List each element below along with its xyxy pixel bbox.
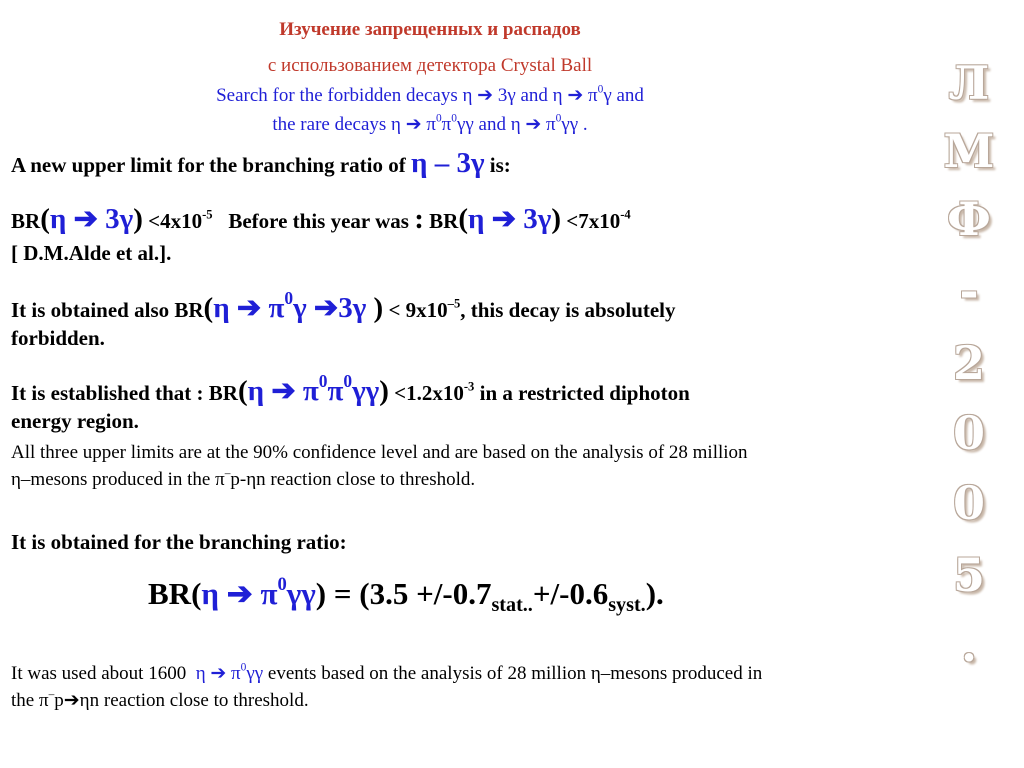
note-line-2: η–mesons produced in the π–p-ηn reaction close to threshold. bbox=[11, 467, 476, 490]
result-line: BR(η ➔ $\pi^0\gamma\gamma) = (3.5 +/-0.7_{stat..}+/-0.6_{syst.})$. bbox=[148, 574, 664, 617]
side-digit-2: 2 bbox=[952, 336, 985, 390]
side-letter-f: Ф bbox=[947, 192, 991, 246]
subtitle-ru: с использованием детектора Crystal Ball bbox=[267, 55, 593, 76]
br-3g-formula: η ➔ 3γ bbox=[49, 203, 134, 235]
side-dot: . bbox=[960, 618, 977, 672]
reference: [ D.M.Alde et al.]. bbox=[11, 241, 172, 265]
br-3g-line: BR(η ➔ $3\gamma) <4x10^{-5}$ Before this year was : BR(η ➔ $3\gamma) <7x10^{-4}$ bbox=[11, 203, 631, 235]
pi0pi0gg-formula: η ➔ $\pi^0\pi^0\gamma\gamma$ bbox=[247, 370, 380, 407]
side-letter-m: М bbox=[943, 124, 995, 178]
events-line-2: the π–p➔ηn reaction close to threshold. bbox=[11, 688, 309, 711]
forbidden-text: forbidden. bbox=[11, 326, 105, 350]
result-formula: η ➔ $\pi^0\gamma\gamma$ bbox=[201, 574, 316, 611]
title-ru: Изучение запрещенных и распадов bbox=[279, 19, 581, 40]
established-line: It is established that : BR(η ➔ $\pi^0\pi^0\gamma\gamma) <1.2x10^{-3}$ in a restricted diphoton bbox=[11, 370, 690, 407]
old-limit: $<7x10^{-4}$ bbox=[566, 207, 631, 233]
side-letter-l: Л bbox=[948, 56, 990, 110]
energy-region-text: energy region. bbox=[11, 409, 139, 433]
before-text: Before this year was bbox=[228, 209, 409, 233]
note-line-1: All three upper limits are at the 90% confidence level and are based on the analysis of 28 million bbox=[11, 442, 748, 463]
upper-limit-intro: A new upper limit for the branching ratio of η – 3γ is: bbox=[11, 147, 511, 179]
br-3g-limit: $<4x10^{-5}$ bbox=[148, 207, 213, 233]
obtained-ratio-text: It is obtained for the branching ratio: bbox=[11, 530, 347, 554]
events-line-1: It was used about 1600 η ➔ $\pi^0\gamma\gamma$ events based on the analysis of 28 million η–mesons produced in bbox=[11, 661, 763, 684]
search-line-2: the rare decays η ➔ $\pi^0\pi^0\gamma\gamma$ and η ➔ $\pi^0\gamma\gamma$ . bbox=[272, 112, 588, 135]
side-digit-0a: 0 bbox=[952, 406, 985, 460]
side-dash: - bbox=[959, 264, 979, 318]
pi0g-3g-formula: η ➔ $\pi^0\gamma$ ➔3γ bbox=[213, 287, 374, 324]
obtained-also-line: It is obtained also BR(η ➔ $\pi^0\gamma$ ➔3γ ) < $9x10^{-5}$, this decay is absolutely bbox=[11, 287, 676, 324]
side-digit-0b: 0 bbox=[952, 476, 985, 530]
search-line-1: Search for the forbidden decays η ➔ 3γ and η ➔ $\pi^0\gamma$ and bbox=[216, 83, 644, 106]
side-digit-5: 5 bbox=[952, 548, 985, 602]
upper-limit-decay: η – 3γ bbox=[410, 147, 485, 179]
